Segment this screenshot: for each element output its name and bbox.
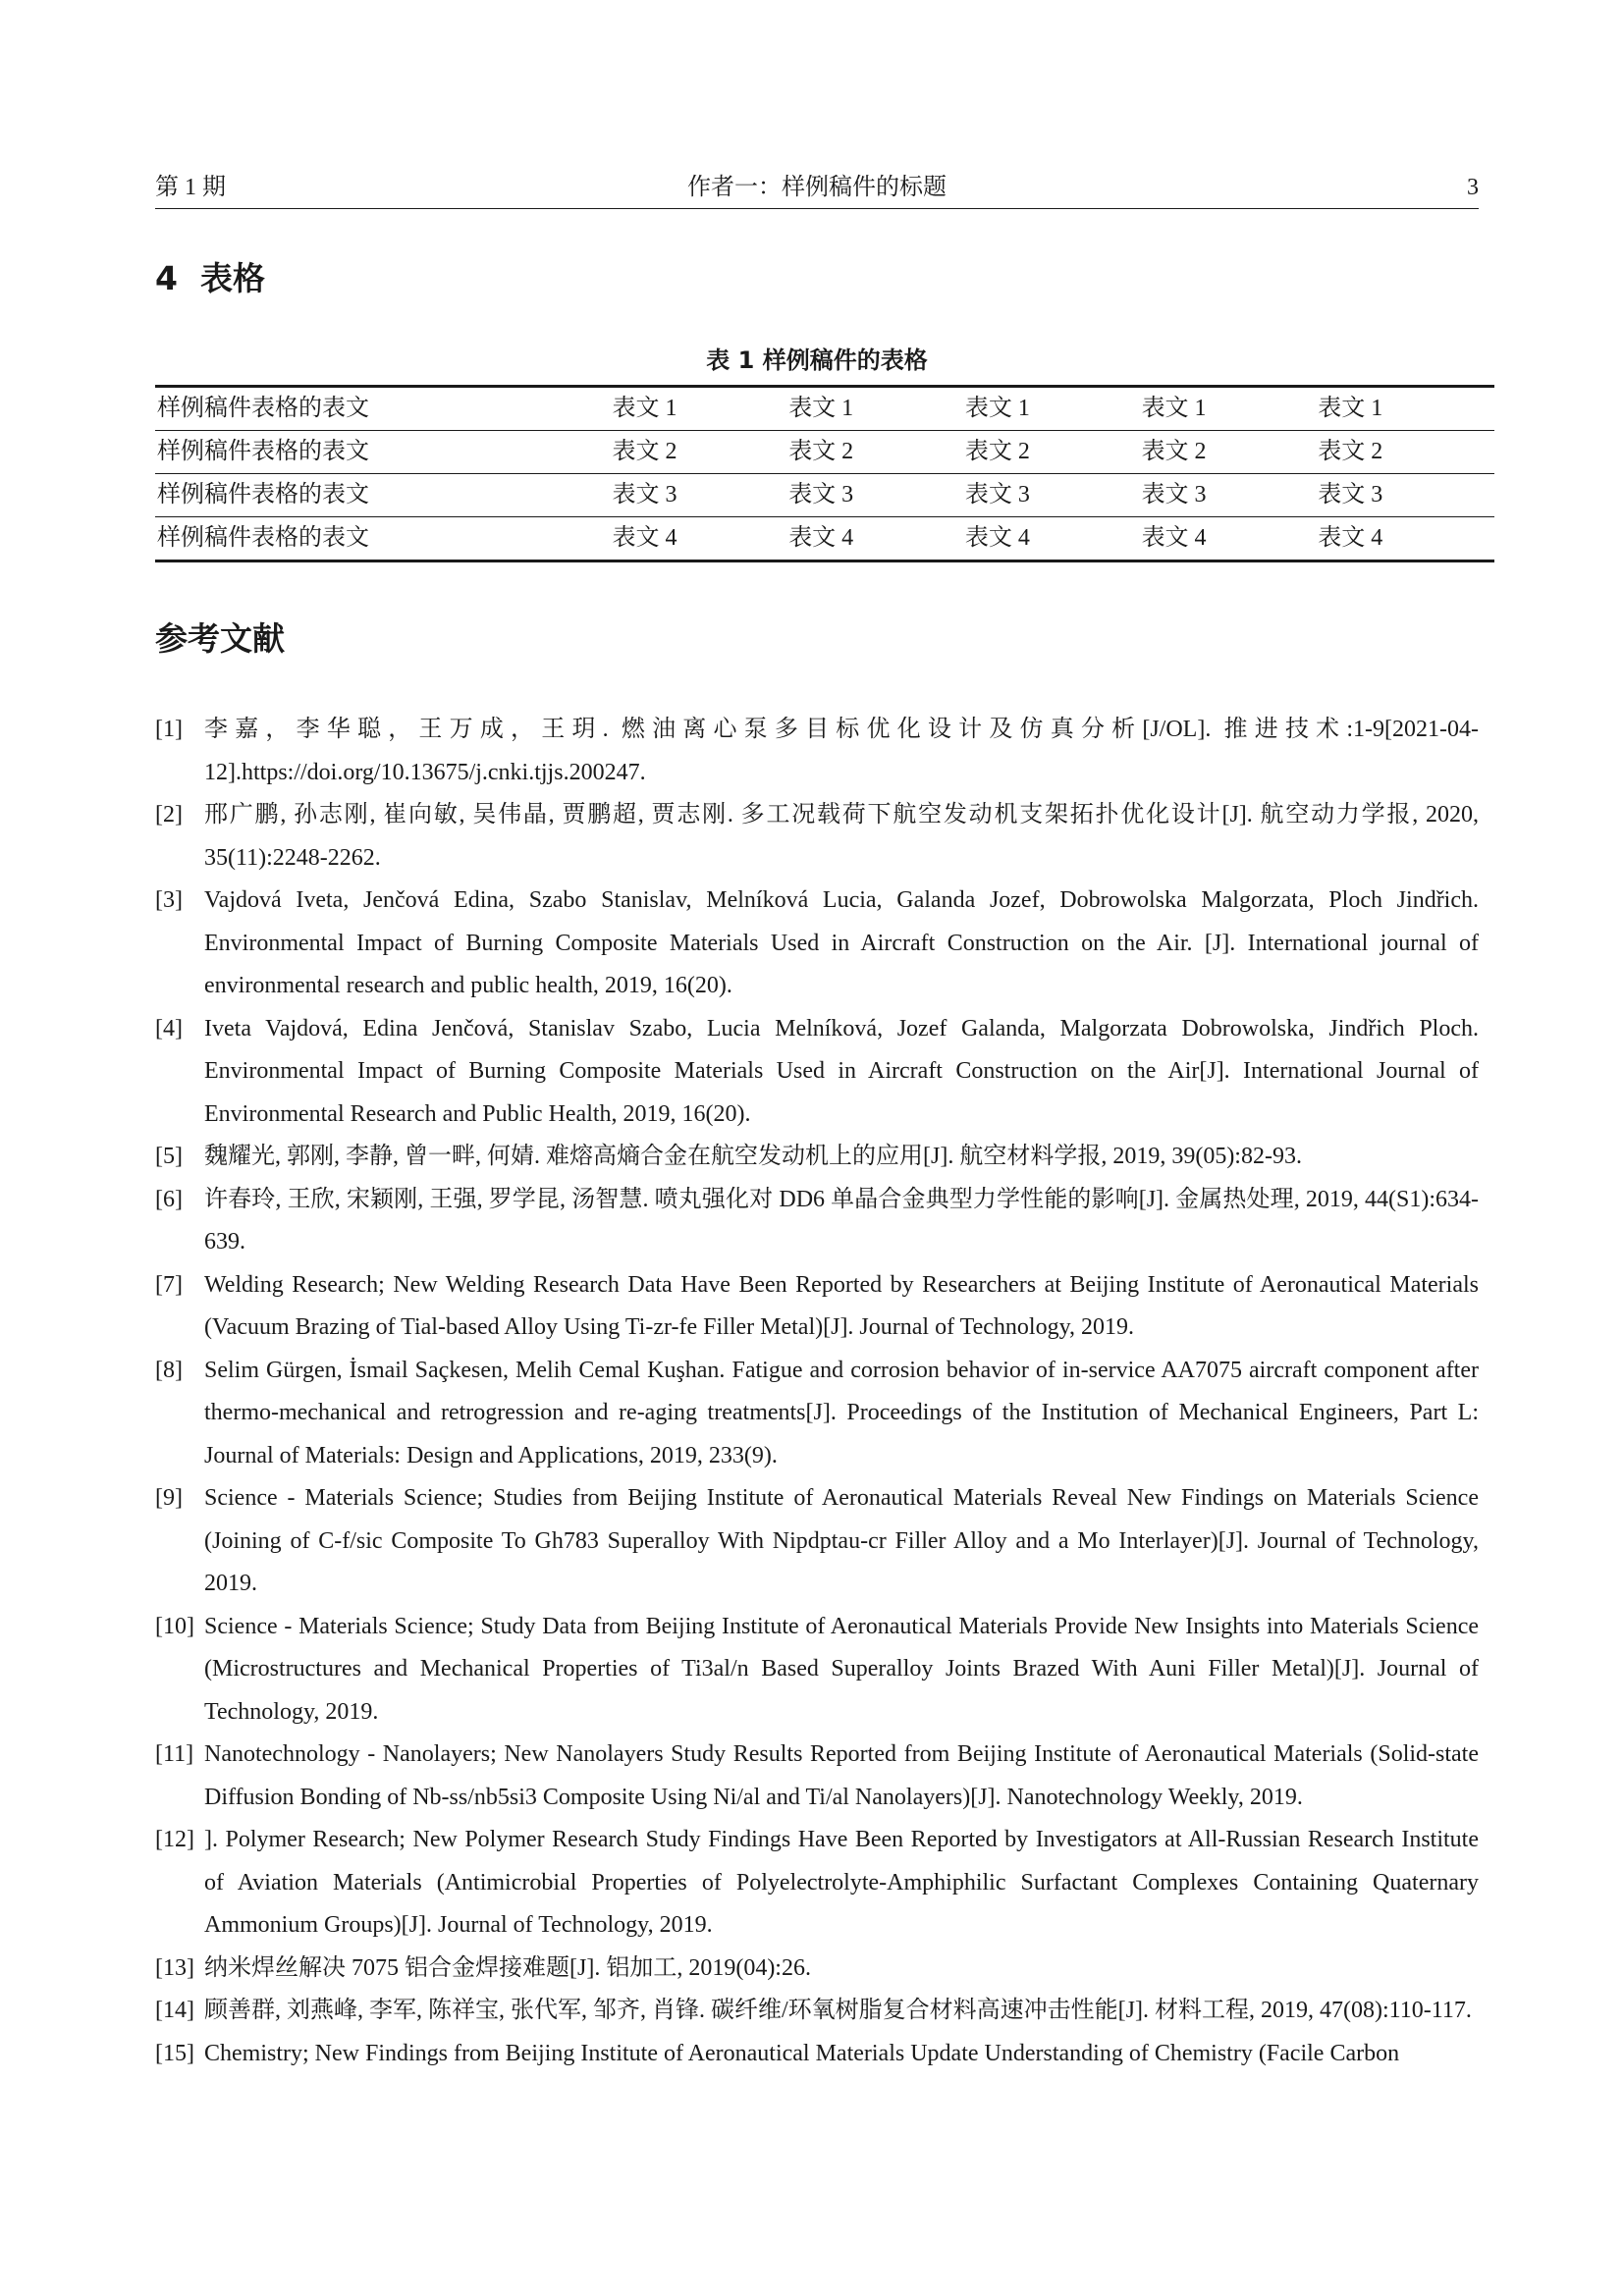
reference-number: [15] [155,2040,194,2066]
table-cell: 样例稿件表格的表文 [157,525,369,551]
table-cell: 表文 1 [1141,396,1207,421]
reference-number: [13] [155,1954,194,1981]
reference-item [155,1477,1479,1606]
reference-text: Iveta Vajdová, Edina Jenčová, Stanislav Szabo, Lucia Melníková, Jozef Galanda, Malgorzata Dobrowolska, Jindřich Ploch. Environmental Impact of Burning Composite Materials Used in Aircraft Construction on the Air[J]. International Journal of Environmental Research and Public Health, 2019, 16(20). [204,1015,1479,1127]
table-cell: 表文 4 [964,525,1030,551]
table-cell: 表文 2 [964,439,1030,464]
reference-item [155,1948,1479,1991]
reference-item [155,1734,1479,1819]
table-row [155,474,1494,517]
table-cell: 样例稿件表格的表文 [157,439,369,464]
reference-text: Chemistry; New Findings from Beijing Institute of Aeronautical Materials Update Understanding of Chemistry (Facile Carbon [204,2040,1400,2066]
reference-item [155,1350,1479,1478]
reference-text: 许春玲, 王欣, 宋颖刚, 王强, 罗学昆, 汤智慧. 喷丸强化对 DD6 单晶合金典型力学性能的影响[J]. 金属热处理, 2019, 44(S1):634-639. [204,1186,1479,1255]
reference-text: 顾善群, 刘燕峰, 李军, 陈祥宝, 张代军, 邹齐, 肖锋. 碳纤维/环氧树脂复合材料高速冲击性能[J]. 材料工程, 2019, 47(08):110-117. [204,1998,1472,2023]
table-cell: 表文 3 [612,482,677,507]
reference-item [155,1819,1479,1948]
reference-item [155,1179,1479,1264]
reference-text: Science - Materials Science; Study Data from Beijing Institute of Aeronautical Materials Provide New Insights into Materials Science (Microstructures and Mechanical Properties of Ti3al/n Based Superalloy Joints Brazed With Auni Filler Metal)[J]. Journal of Technology, 2019. [204,1613,1479,1725]
table-cell: 表文 3 [964,482,1030,507]
table-row [155,517,1494,561]
reference-item [155,794,1479,880]
reference-number: [3] [155,887,183,913]
table-cell: 表文 4 [612,525,677,551]
reference-number: [2] [155,802,183,828]
reference-number: [10] [155,1613,194,1639]
table-row [155,431,1494,474]
section-heading [155,259,265,298]
reference-text: 邢广鹏, 孙志刚, 崔向敏, 吴伟晶, 贾鹏超, 贾志刚. 多工况载荷下航空发动机支架拓扑优化设计[J]. 航空动力学报, 2020, 35(11):2248-2262. [204,802,1479,871]
reference-number: [12] [155,1827,194,1852]
table-cell: 表文 4 [1141,525,1207,551]
reference-number: [9] [155,1485,183,1511]
reference-number: [14] [155,1998,194,2023]
references-heading: 参考文献 [155,619,285,658]
table-cell: 样例稿件表格的表文 [157,396,369,421]
table-cell: 表文 1 [964,396,1030,421]
reference-item [155,1008,1479,1137]
table-cell: 表文 2 [1318,439,1383,464]
section-number: 4 [155,259,178,297]
running-title: 作者一：样例稿件的标题 [687,175,947,200]
reference-item [155,880,1479,1008]
table-cell: 表文 2 [612,439,677,464]
table-row [155,387,1494,431]
reference-item [155,709,1479,794]
table-cell: 表文 3 [1318,482,1383,507]
reference-text: Selim Gürgen, İsmail Saçkesen, Melih Cemal Kuşhan. Fatigue and corrosion behavior of in-service AA7075 aircraft component after thermo-mechanical and retrogression and re-aging treatments[J]. Proceedings of the Institution of Mechanical Engineers, Part L: Journal of Materials: Design and Applications, 2019, 233(9). [204,1357,1479,1468]
reference-number: [5] [155,1144,183,1169]
table-cell: 表文 3 [1141,482,1207,507]
reference-text: 李嘉，李华聪，王万成，王玥. 燃油离心泵多目标优化设计及仿真分析[J/OL]. 推进技术:1-9[2021-04-12].https://doi.org/10.13675/j.cnki.tjjs.200247. [204,717,1479,785]
table-caption: 表 1 样例稿件的表格 [706,347,928,374]
table-cell: 表文 3 [788,482,854,507]
issue-label: 第 1 期 [155,175,226,200]
header-rule [155,208,1479,209]
reference-text: Vajdová Iveta, Jenčová Edina, Szabo Stanislav, Melníková Lucia, Galanda Jozef, Dobrowolska Malgorzata, Ploch Jindřich. Environmental Impact of Burning Composite Materials Used in Aircraft Construction on the Air. [J]. International journal of environmental research and public health, 2019, 16(20). [204,887,1479,998]
reference-number: [8] [155,1357,183,1383]
reference-number: [7] [155,1271,183,1298]
reference-text: Science - Materials Science; Studies from Beijing Institute of Aeronautical Materials Reveal New Findings on Materials Science (Joining of C-f/sic Composite To Gh783 Superalloy With Nipdptau-cr Filler Alloy and a Mo Interlayer)[J]. Journal of Technology, 2019. [204,1485,1479,1596]
reference-number: [4] [155,1015,183,1041]
reference-text: 纳米焊丝解决 7075 铝合金焊接难题[J]. 铝加工, 2019(04):26. [204,1954,811,1981]
reference-text: Nanotechnology - Nanolayers; New Nanolayers Study Results Reported from Beijing Institute of Aeronautical Materials (Solid-state Diffusion Bonding of Nb-ss/nb5si3 Composite Using Ni/al and Ti/al Nanolayers)[J]. Nanotechnology Weekly, 2019. [204,1741,1479,1810]
table-cell: 表文 4 [788,525,854,551]
running-header [155,171,1479,204]
reference-item [155,1606,1479,1735]
reference-number: [1] [155,717,183,742]
table-cell: 表文 4 [1318,525,1383,551]
reference-list [155,709,1479,2075]
table-cell: 表文 1 [788,396,854,421]
reference-item [155,1264,1479,1350]
table-cell: 样例稿件表格的表文 [157,482,369,507]
data-table [155,385,1494,562]
table-cell: 表文 2 [788,439,854,464]
reference-text: ]. Polymer Research; New Polymer Research Study Findings Have Been Reported by Investigators at All-Russian Research Institute of Aviation Materials (Antimicrobial Properties of Polyelectrolyte-Amphiphilic Surfactant Complexes Containing Quaternary Ammonium Groups)[J]. Journal of Technology, 2019. [204,1827,1479,1938]
reference-text: 魏耀光, 郭刚, 李静, 曾一畔, 何婧. 难熔高熵合金在航空发动机上的应用[J]. 航空材料学报, 2019, 39(05):82-93. [204,1144,1302,1169]
section-title: 表格 [200,259,265,297]
reference-number: [6] [155,1186,183,1212]
table-cell: 表文 2 [1141,439,1207,464]
reference-number: [11] [155,1741,194,1767]
reference-item [155,1990,1479,2033]
page-number: 3 [1467,175,1479,200]
reference-text: Welding Research; New Welding Research Data Have Been Reported by Researchers at Beijing Institute of Aeronautical Materials (Vacuum Brazing of Tial-based Alloy Using Ti-zr-fe Filler Metal)[J]. Journal of Technology, 2019. [204,1271,1479,1340]
reference-item [155,1136,1479,1179]
table-cell: 表文 1 [1318,396,1383,421]
table-cell: 表文 1 [612,396,677,421]
reference-item [155,2033,1479,2076]
